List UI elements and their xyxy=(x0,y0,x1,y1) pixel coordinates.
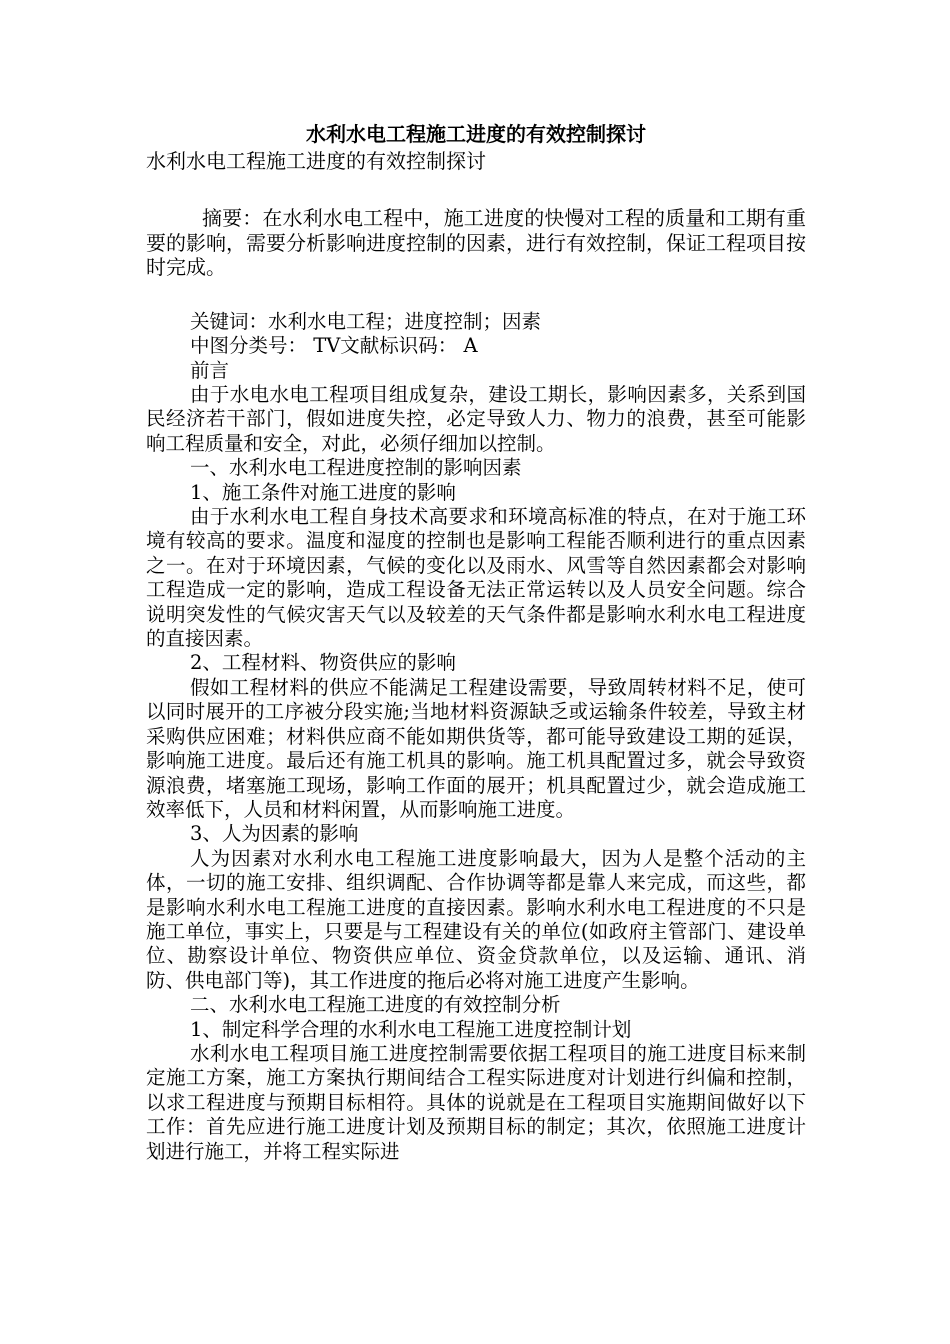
blank-line xyxy=(146,176,806,206)
subsection-1-1-heading: 1、施工条件对施工进度的影响 xyxy=(190,480,456,504)
document-subtitle: 水利水电工程施工进度的有效控制探讨 xyxy=(146,149,486,173)
subsection-1-3-heading: 3、人为因素的影响 xyxy=(190,822,359,846)
document-body xyxy=(146,120,806,1164)
classification-line: 中图分类号： TV文献标识码： A xyxy=(190,334,478,358)
subsection-2-1-heading: 1、制定科学合理的水利水电工程施工进度控制计划 xyxy=(190,1017,632,1041)
foreword-heading: 前言 xyxy=(190,358,230,382)
subsection-1-1-paragraph: 由于水利水电工程自身技术高要求和环境高标准的特点，在对于施工环境有较高的要求。温度和湿度的控制也是影响工程能否顺利进行的重点因素之一。在对于环境因素，气候的变化以及雨水、风雪等自然因素都会对影响工程造成一定的影响，造成工程设备无法正常运转以及人员安全问题。综合说明突发性的气候灾害天气以及较差的天气条件都是影响水利水电工程进度的直接因素。 xyxy=(146,505,806,651)
section-2-heading: 二、水利水电工程施工进度的有效控制分析 xyxy=(190,993,561,1017)
subsection-2-1-paragraph: 水利水电工程项目施工进度控制需要依据工程项目的施工进度目标来制定施工方案，施工方案执行期间结合工程实际进度对计划进行纠偏和控制，以求工程进度与预期目标相符。具体的说就是在工程项目实施期间做好以下工作：首先应进行施工进度计划及预期目标的制定；其次，依照施工进度计划进行施工，并将工程实际进 xyxy=(146,1041,806,1163)
keywords-line: 关键词：水利水电工程；进度控制；因素 xyxy=(190,309,542,333)
section-1-heading: 一、水利水电工程进度控制的影响因素 xyxy=(190,456,522,480)
subsection-1-2-paragraph: 假如工程材料的供应不能满足工程建设需要，导致周转材料不足，使可以同时展开的工序被分段实施;当地材料资源缺乏或运输条件较差，导致主材采购供应困难；材料供应商不能如期供货等，都可能导致建设工期的延误，影响施工进度。最后还有施工机具的影响。施工机具配置过多，就会导致资源浪费，堵塞施工现场，影响工作面的展开；机具配置过少，就会造成施工效率低下，人员和材料闲置，从而影响施工进度。 xyxy=(146,675,806,821)
foreword-paragraph: 由于水电水电工程项目组成复杂，建设工期长，影响因素多，关系到国民经济若干部门，假如进度失控，必定导致人力、物力的浪费，甚至可能影响工程质量和安全，对此，必须仔细加以控制。 xyxy=(146,383,806,455)
abstract-paragraph: 摘要：在水利水电工程中，施工进度的快慢对工程的质量和工期有重要的影响，需要分析影响进度控制的因素，进行有效控制，保证工程项目按时完成。 xyxy=(146,206,806,280)
subsection-1-3-paragraph: 人为因素对水利水电工程施工进度影响最大，因为人是整个活动的主体，一切的施工安排、组织调配、合作协调等都是靠人来完成，而这些，都是影响水利水电工程施工进度的直接因素。影响水利水电工程进度的不只是施工单位，事实上，只要是与工程建设有关的单位(如政府主管部门、建设单位、勘察设计单位、物资供应单位、资金贷款单位，以及运输、通讯、消防、供电部门等)，其工作进度的拖后必将对施工进度产生影响。 xyxy=(146,846,806,992)
document-title: 水利水电工程施工进度的有效控制探讨 xyxy=(306,122,646,146)
subsection-1-2-heading: 2、工程材料、物资供应的影响 xyxy=(190,651,456,675)
blank-line xyxy=(146,280,806,310)
